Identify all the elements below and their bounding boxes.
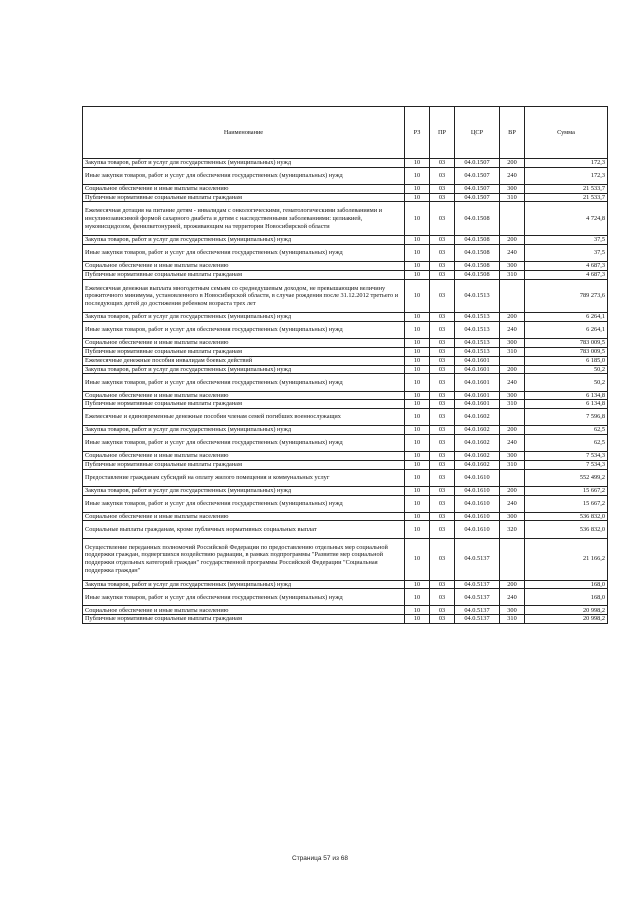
- cell-pr: 03: [430, 374, 455, 391]
- cell-vr: [500, 538, 525, 580]
- cell-pr: 03: [430, 538, 455, 580]
- cell-name: Социальные выплаты гражданам, кроме публичных нормативных социальных выплат: [83, 521, 405, 538]
- cell-csr: 04.0.1601: [455, 365, 500, 374]
- cell-name: Предоставление гражданам субсидий на оплату жилого помещения и коммунальных услуг: [83, 469, 405, 486]
- cell-vr: [500, 409, 525, 426]
- cell-csr: 04.0.1602: [455, 435, 500, 452]
- cell-rz: 10: [405, 486, 430, 495]
- cell-rz: 10: [405, 400, 430, 409]
- cell-rz: 10: [405, 262, 430, 271]
- cell-vr: 310: [500, 400, 525, 409]
- table-row: [83, 262, 608, 271]
- cell-csr: 04.0.1508: [455, 236, 500, 245]
- cell-name: Ежемесячная дотация на питание детям - инвалидам с онкологическими, гематологическими заболеваниями и инсулинозависимой формой сахарного диабета и детям с наследственными заболеваниями: целиакией, муковисцидозом, фенилкетонурией, проживающим на территории Новосибирской области: [83, 202, 405, 236]
- cell-pr: 03: [430, 391, 455, 400]
- cell-rz: 10: [405, 244, 430, 261]
- cell-sum: 21 166,2: [525, 538, 608, 580]
- cell-name: Иные закупки товаров, работ и услуг для обеспечения государственных (муниципальных) нужд: [83, 374, 405, 391]
- cell-name: Закупка товаров, работ и услуг для государственных (муниципальных) нужд: [83, 365, 405, 374]
- cell-vr: 300: [500, 606, 525, 615]
- cell-sum: 20 998,2: [525, 606, 608, 615]
- cell-sum: 21 533,7: [525, 184, 608, 193]
- cell-vr: 310: [500, 348, 525, 357]
- table-row: [83, 244, 608, 261]
- cell-vr: 240: [500, 244, 525, 261]
- cell-name: Ежемесячные денежные пособия инвалидам боевых действий: [83, 356, 405, 365]
- cell-name: Иные закупки товаров, работ и услуг для обеспечения государственных (муниципальных) нужд: [83, 244, 405, 261]
- table-row: [83, 167, 608, 184]
- table-row: [83, 400, 608, 409]
- page-number: Страница 57 из 68: [292, 855, 348, 862]
- cell-rz: 10: [405, 313, 430, 322]
- table-row: [83, 270, 608, 279]
- cell-pr: 03: [430, 270, 455, 279]
- table-header: [83, 107, 608, 159]
- cell-pr: 03: [430, 313, 455, 322]
- cell-name: Социальное обеспечение и иные выплаты населению: [83, 262, 405, 271]
- cell-csr: 04.0.1508: [455, 262, 500, 271]
- cell-rz: 10: [405, 391, 430, 400]
- cell-name: Закупка товаров, работ и услуг для государственных (муниципальных) нужд: [83, 159, 405, 168]
- table-row: [83, 322, 608, 339]
- cell-pr: 03: [430, 580, 455, 589]
- budget-table: [82, 106, 608, 624]
- cell-csr: 04.0.1602: [455, 409, 500, 426]
- cell-csr: 04.0.1513: [455, 279, 500, 313]
- cell-sum: 783 009,5: [525, 339, 608, 348]
- cell-vr: 310: [500, 615, 525, 624]
- cell-sum: 20 998,2: [525, 615, 608, 624]
- cell-vr: 310: [500, 193, 525, 202]
- cell-rz: 10: [405, 184, 430, 193]
- cell-sum: 783 009,5: [525, 348, 608, 357]
- cell-csr: 04.0.1610: [455, 486, 500, 495]
- cell-pr: 03: [430, 236, 455, 245]
- table-row: [83, 486, 608, 495]
- cell-sum: 6 264,1: [525, 322, 608, 339]
- cell-sum: 15 667,2: [525, 495, 608, 512]
- cell-sum: 172,3: [525, 159, 608, 168]
- cell-csr: 04.0.1602: [455, 426, 500, 435]
- cell-sum: 50,2: [525, 365, 608, 374]
- table-row: [83, 159, 608, 168]
- cell-rz: 10: [405, 159, 430, 168]
- table-row: [83, 469, 608, 486]
- cell-rz: 10: [405, 615, 430, 624]
- cell-name: Иные закупки товаров, работ и услуг для обеспечения государственных (муниципальных) нужд: [83, 435, 405, 452]
- cell-sum: 6 185,0: [525, 356, 608, 365]
- cell-csr: 04.0.1507: [455, 184, 500, 193]
- cell-pr: 03: [430, 615, 455, 624]
- cell-rz: 10: [405, 538, 430, 580]
- table-row: [83, 348, 608, 357]
- cell-csr: 04.0.1508: [455, 244, 500, 261]
- table-row: [83, 580, 608, 589]
- cell-rz: 10: [405, 606, 430, 615]
- cell-pr: 03: [430, 202, 455, 236]
- cell-rz: 10: [405, 460, 430, 469]
- cell-pr: 03: [430, 279, 455, 313]
- cell-pr: 03: [430, 435, 455, 452]
- cell-csr: 04.0.1508: [455, 202, 500, 236]
- cell-vr: 240: [500, 374, 525, 391]
- cell-rz: 10: [405, 270, 430, 279]
- table-row: [83, 313, 608, 322]
- cell-vr: 300: [500, 339, 525, 348]
- cell-vr: 200: [500, 365, 525, 374]
- cell-rz: 10: [405, 469, 430, 486]
- cell-sum: 6 134,8: [525, 391, 608, 400]
- cell-name: Публичные нормативные социальные выплаты гражданам: [83, 460, 405, 469]
- table-row: [83, 460, 608, 469]
- cell-name: Иные закупки товаров, работ и услуг для обеспечения государственных (муниципальных) нужд: [83, 167, 405, 184]
- cell-csr: 04.0.1507: [455, 167, 500, 184]
- cell-rz: 10: [405, 348, 430, 357]
- cell-csr: 04.0.1513: [455, 313, 500, 322]
- table-row: [83, 279, 608, 313]
- cell-pr: 03: [430, 365, 455, 374]
- cell-name: Закупка товаров, работ и услуг для государственных (муниципальных) нужд: [83, 426, 405, 435]
- cell-pr: 03: [430, 356, 455, 365]
- cell-vr: 300: [500, 452, 525, 461]
- cell-csr: 04.0.5137: [455, 580, 500, 589]
- table-row: [83, 615, 608, 624]
- cell-pr: 03: [430, 409, 455, 426]
- cell-name: Закупка товаров, работ и услуг для государственных (муниципальных) нужд: [83, 486, 405, 495]
- table-row: [83, 521, 608, 538]
- table-row: [83, 409, 608, 426]
- cell-pr: 03: [430, 159, 455, 168]
- table-row: [83, 426, 608, 435]
- cell-sum: 62,5: [525, 426, 608, 435]
- cell-vr: 320: [500, 521, 525, 538]
- cell-rz: 10: [405, 521, 430, 538]
- cell-name: Социальное обеспечение и иные выплаты населению: [83, 606, 405, 615]
- cell-csr: 04.0.1602: [455, 452, 500, 461]
- cell-vr: 300: [500, 184, 525, 193]
- cell-sum: 62,5: [525, 435, 608, 452]
- cell-sum: 37,5: [525, 244, 608, 261]
- cell-sum: 172,3: [525, 167, 608, 184]
- cell-name: Социальное обеспечение и иные выплаты населению: [83, 452, 405, 461]
- cell-rz: 10: [405, 356, 430, 365]
- cell-sum: 168,0: [525, 580, 608, 589]
- cell-sum: 552 499,2: [525, 469, 608, 486]
- cell-csr: 04.0.1610: [455, 521, 500, 538]
- cell-name: Ежемесячная денежная выплата многодетным семьям со среднедушевым доходом, не превышающим величину прожиточного минимума, установленного в Новосибирской области, в случае рождения после 31.12.2012 третьего и последующих детей до достижения ребенком возраста трех лет: [83, 279, 405, 313]
- cell-pr: 03: [430, 512, 455, 521]
- cell-rz: 10: [405, 202, 430, 236]
- cell-name: Иные закупки товаров, работ и услуг для обеспечения государственных (муниципальных) нужд: [83, 495, 405, 512]
- cell-csr: 04.0.1610: [455, 512, 500, 521]
- cell-name: Закупка товаров, работ и услуг для государственных (муниципальных) нужд: [83, 313, 405, 322]
- cell-rz: 10: [405, 236, 430, 245]
- table-row: [83, 365, 608, 374]
- header-vr: ВР: [500, 107, 525, 159]
- table-row: [83, 589, 608, 606]
- cell-csr: 04.0.1513: [455, 339, 500, 348]
- table-row: [83, 606, 608, 615]
- cell-csr: 04.0.1610: [455, 469, 500, 486]
- cell-vr: 200: [500, 486, 525, 495]
- cell-rz: 10: [405, 167, 430, 184]
- cell-vr: 310: [500, 460, 525, 469]
- cell-name: Закупка товаров, работ и услуг для государственных (муниципальных) нужд: [83, 236, 405, 245]
- cell-vr: 310: [500, 270, 525, 279]
- cell-name: Социальное обеспечение и иные выплаты населению: [83, 339, 405, 348]
- cell-sum: 7 534,3: [525, 452, 608, 461]
- table-row: [83, 236, 608, 245]
- cell-csr: 04.0.1601: [455, 356, 500, 365]
- cell-vr: 300: [500, 262, 525, 271]
- cell-csr: 04.0.5137: [455, 615, 500, 624]
- table-row: [83, 202, 608, 236]
- cell-name: Иные закупки товаров, работ и услуг для обеспечения государственных (муниципальных) нужд: [83, 589, 405, 606]
- cell-pr: 03: [430, 460, 455, 469]
- table-row: [83, 356, 608, 365]
- cell-vr: 200: [500, 426, 525, 435]
- cell-pr: 03: [430, 193, 455, 202]
- cell-sum: 4 687,3: [525, 262, 608, 271]
- cell-sum: 21 533,7: [525, 193, 608, 202]
- cell-pr: 03: [430, 495, 455, 512]
- header-csr: ЦСР: [455, 107, 500, 159]
- table-body: [83, 159, 608, 624]
- cell-csr: 04.0.1508: [455, 270, 500, 279]
- cell-pr: 03: [430, 167, 455, 184]
- cell-name: Социальное обеспечение и иные выплаты населению: [83, 512, 405, 521]
- cell-pr: 03: [430, 262, 455, 271]
- cell-rz: 10: [405, 279, 430, 313]
- cell-rz: 10: [405, 589, 430, 606]
- cell-name: Закупка товаров, работ и услуг для государственных (муниципальных) нужд: [83, 580, 405, 589]
- cell-rz: 10: [405, 495, 430, 512]
- cell-sum: 37,5: [525, 236, 608, 245]
- cell-pr: 03: [430, 184, 455, 193]
- cell-name: Осуществление переданных полномочий Российской Федерации по предоставлению отдельных мер социальной поддержки граждан, подвергшихся воздействию радиации, в рамках подпрограммы "Развитие мер социальной поддержки отдельных категорий граждан" государственной программы Российской Федерации "Социальная поддержка граждан": [83, 538, 405, 580]
- cell-csr: 04.0.5137: [455, 606, 500, 615]
- cell-rz: 10: [405, 365, 430, 374]
- cell-rz: 10: [405, 512, 430, 521]
- cell-pr: 03: [430, 322, 455, 339]
- cell-rz: 10: [405, 580, 430, 589]
- table-row: [83, 339, 608, 348]
- table-row: [83, 495, 608, 512]
- cell-pr: 03: [430, 589, 455, 606]
- cell-pr: 03: [430, 521, 455, 538]
- cell-rz: 10: [405, 409, 430, 426]
- cell-csr: 04.0.1602: [455, 460, 500, 469]
- header-row: [83, 107, 608, 159]
- cell-sum: 536 832,0: [525, 512, 608, 521]
- table-row: [83, 374, 608, 391]
- cell-sum: 6 264,1: [525, 313, 608, 322]
- cell-vr: [500, 279, 525, 313]
- cell-name: Иные закупки товаров, работ и услуг для обеспечения государственных (муниципальных) нужд: [83, 322, 405, 339]
- cell-name: Публичные нормативные социальные выплаты гражданам: [83, 615, 405, 624]
- cell-csr: 04.0.1601: [455, 400, 500, 409]
- cell-vr: 200: [500, 159, 525, 168]
- cell-pr: 03: [430, 244, 455, 261]
- table-row: [83, 512, 608, 521]
- table-row: [83, 538, 608, 580]
- cell-vr: 200: [500, 236, 525, 245]
- cell-rz: 10: [405, 426, 430, 435]
- cell-csr: 04.0.1507: [455, 159, 500, 168]
- cell-name: Публичные нормативные социальные выплаты гражданам: [83, 400, 405, 409]
- cell-pr: 03: [430, 339, 455, 348]
- cell-sum: 7 596,8: [525, 409, 608, 426]
- cell-csr: 04.0.1601: [455, 391, 500, 400]
- header-sum: Сумма: [525, 107, 608, 159]
- cell-rz: 10: [405, 322, 430, 339]
- cell-csr: 04.0.5137: [455, 538, 500, 580]
- cell-csr: 04.0.1513: [455, 322, 500, 339]
- cell-sum: 15 667,2: [525, 486, 608, 495]
- cell-rz: 10: [405, 193, 430, 202]
- cell-sum: 50,2: [525, 374, 608, 391]
- cell-vr: [500, 469, 525, 486]
- table-row: [83, 391, 608, 400]
- cell-rz: 10: [405, 452, 430, 461]
- cell-csr: 04.0.1601: [455, 374, 500, 391]
- cell-pr: 03: [430, 606, 455, 615]
- cell-pr: 03: [430, 400, 455, 409]
- cell-rz: 10: [405, 435, 430, 452]
- cell-csr: 04.0.1507: [455, 193, 500, 202]
- table-row: [83, 435, 608, 452]
- cell-vr: 300: [500, 512, 525, 521]
- cell-rz: 10: [405, 339, 430, 348]
- cell-vr: 300: [500, 391, 525, 400]
- cell-pr: 03: [430, 452, 455, 461]
- cell-name: Публичные нормативные социальные выплаты гражданам: [83, 270, 405, 279]
- cell-vr: 240: [500, 167, 525, 184]
- header-name: Наименование: [83, 107, 405, 159]
- cell-vr: 240: [500, 435, 525, 452]
- cell-sum: 7 534,3: [525, 460, 608, 469]
- cell-vr: 240: [500, 322, 525, 339]
- cell-sum: 4 724,8: [525, 202, 608, 236]
- cell-vr: 200: [500, 313, 525, 322]
- cell-csr: 04.0.1610: [455, 495, 500, 512]
- cell-pr: 03: [430, 348, 455, 357]
- cell-sum: 6 134,8: [525, 400, 608, 409]
- cell-sum: 168,0: [525, 589, 608, 606]
- table-row: [83, 193, 608, 202]
- cell-name: Социальное обеспечение и иные выплаты населению: [83, 391, 405, 400]
- cell-name: Публичные нормативные социальные выплаты гражданам: [83, 193, 405, 202]
- cell-name: Ежемесячные и единовременные денежные пособия членам семей погибших военнослужащих: [83, 409, 405, 426]
- cell-csr: 04.0.1513: [455, 348, 500, 357]
- cell-vr: [500, 202, 525, 236]
- cell-name: Публичные нормативные социальные выплаты гражданам: [83, 348, 405, 357]
- cell-sum: 789 273,6: [525, 279, 608, 313]
- table-row: [83, 184, 608, 193]
- cell-vr: 200: [500, 580, 525, 589]
- cell-sum: 4 687,3: [525, 270, 608, 279]
- cell-name: Социальное обеспечение и иные выплаты населению: [83, 184, 405, 193]
- cell-pr: 03: [430, 486, 455, 495]
- cell-pr: 03: [430, 426, 455, 435]
- header-rz: РЗ: [405, 107, 430, 159]
- cell-sum: 536 832,0: [525, 521, 608, 538]
- header-pr: ПР: [430, 107, 455, 159]
- cell-vr: 240: [500, 495, 525, 512]
- table-row: [83, 452, 608, 461]
- cell-vr: [500, 356, 525, 365]
- cell-csr: 04.0.5137: [455, 589, 500, 606]
- cell-pr: 03: [430, 469, 455, 486]
- cell-rz: 10: [405, 374, 430, 391]
- cell-vr: 240: [500, 589, 525, 606]
